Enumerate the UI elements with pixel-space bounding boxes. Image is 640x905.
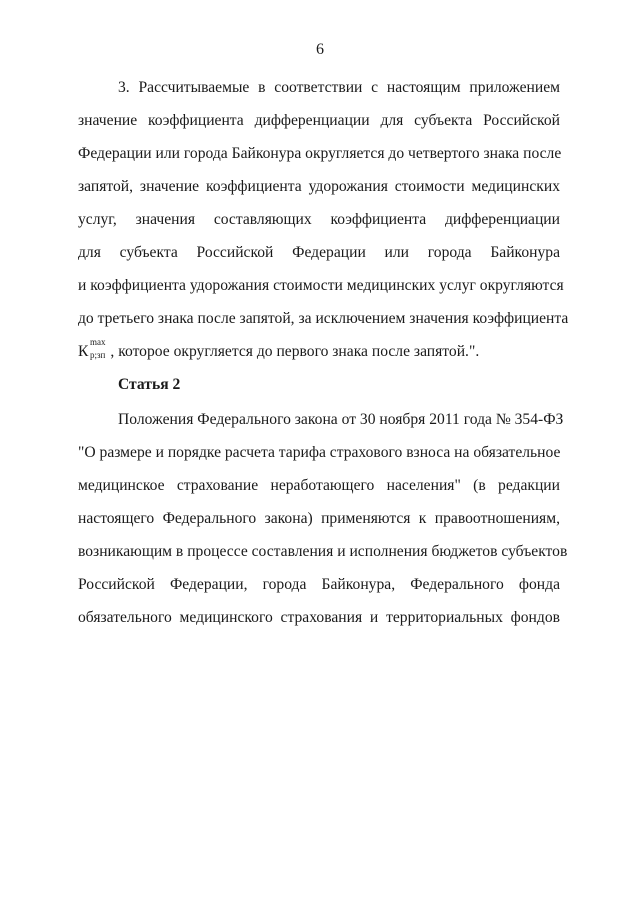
paragraph-line: для субъекта Российской Федерации или города Байконура [78, 244, 560, 261]
coefficient-superscript: max [90, 337, 106, 347]
paragraph-line: 3. Рассчитываемые в соответствии с настоящим приложением [118, 79, 560, 96]
article-heading: Статья 2 [118, 376, 181, 393]
coefficient-symbol [78, 337, 106, 362]
article-line: "О размере и порядке расчета тарифа страхового взноса на обязательное [78, 444, 561, 461]
article-line: медицинское страхование неработающего населения" (в редакции [78, 477, 560, 494]
coefficient-subscript: р;зп [90, 350, 106, 360]
article-line: настоящего Федерального закона) применяются к правоотношениям, [78, 510, 560, 527]
paragraph-line: значение коэффициента дифференциации для субъекта Российской [78, 112, 560, 129]
formula-tail: , которое округляется до первого знака после запятой.". [110, 343, 480, 360]
article-line: Положения Федерального закона от 30 ноября 2011 года № 354-ФЗ [118, 411, 564, 428]
article-line: Российской Федерации, города Байконура, Федерального фонда [78, 576, 560, 593]
paragraph-line: запятой, значение коэффициента удорожания стоимости медицинских [78, 178, 560, 195]
formula-line [78, 337, 560, 362]
paragraph-line: Федерации или города Байконура округляется до четвертого знака после [78, 145, 562, 162]
page-number: 6 [316, 41, 324, 58]
article-line: обязательного медицинского страхования и территориальных фондов [78, 609, 560, 626]
paragraph-line: и коэффициента удорожания стоимости медицинских услуг округляются [78, 277, 564, 294]
coefficient-letter: К [78, 343, 89, 360]
article-line: возникающим в процессе составления и исполнения бюджетов субъектов [78, 543, 568, 560]
paragraph-line: услуг, значения составляющих коэффициента дифференциации [78, 211, 560, 228]
paragraph-line: до третьего знака после запятой, за исключением значения коэффициента [78, 310, 569, 327]
